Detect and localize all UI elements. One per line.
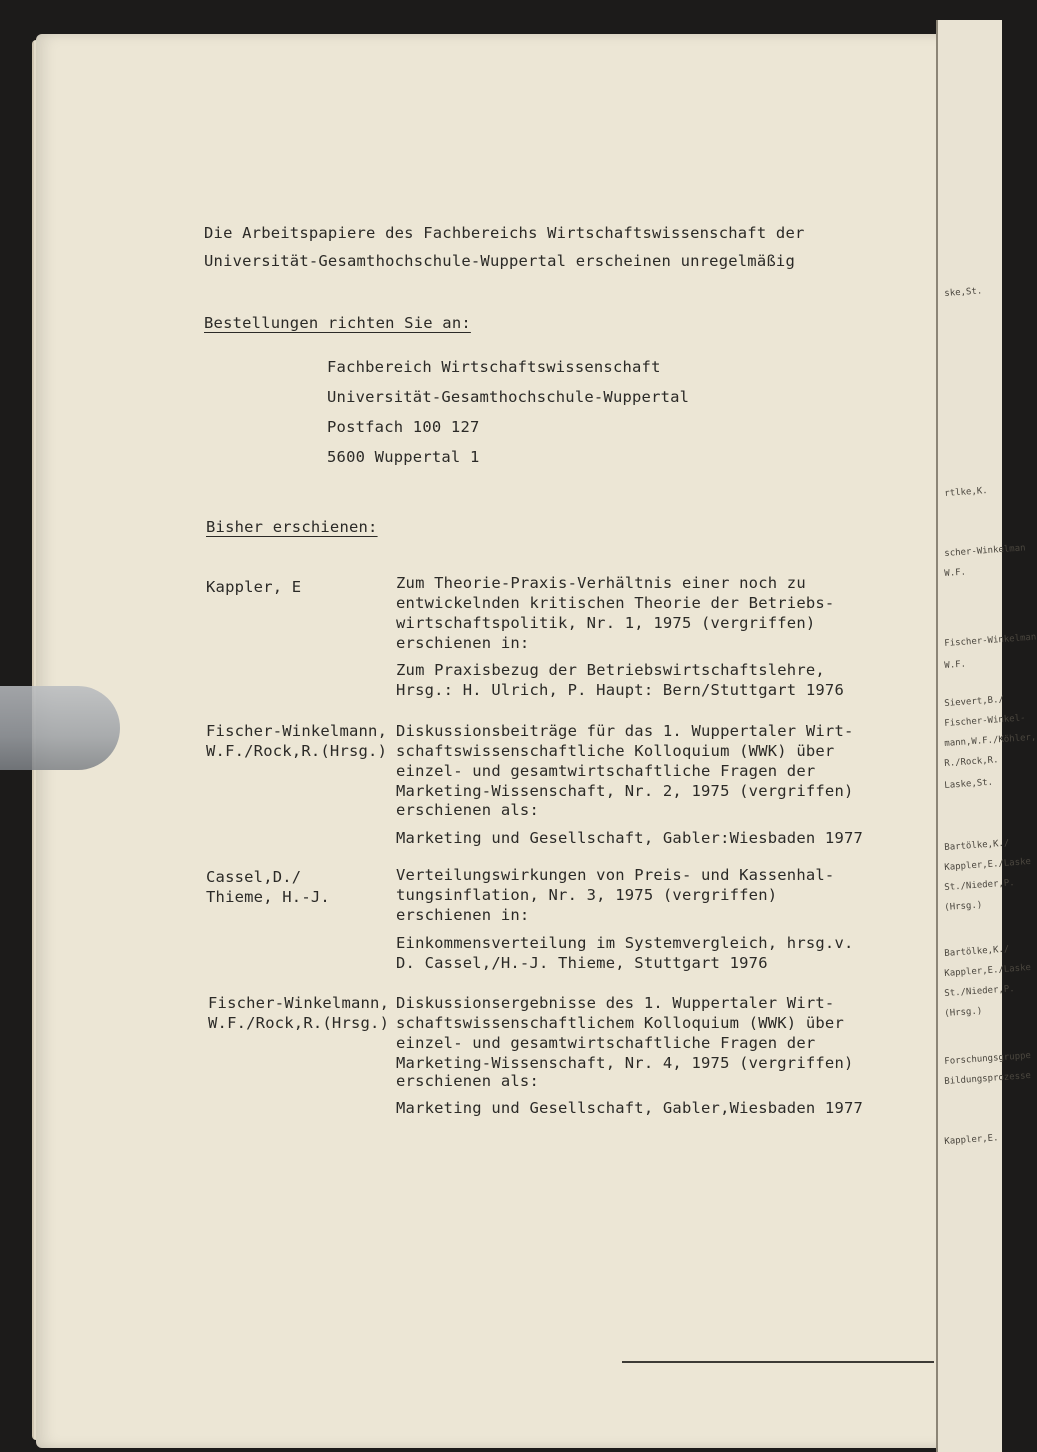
entry-note-line: D. Cassel,/H.-J. Thieme, Stuttgart 1976 [396, 954, 768, 972]
entry-note-line: Einkommensverteilung im Systemvergleich, hrsg.v. [396, 934, 854, 952]
entry-author: W.F./Rock,R.(Hrsg.) [206, 742, 388, 760]
entry-author: Thieme, H.-J. [206, 888, 330, 906]
intro-line: Die Arbeitspapiere des Fachbereichs Wirtschaftswissenschaft der [204, 224, 805, 242]
margin-note: W.F. [944, 567, 967, 579]
margin-note: Bildungsprozesse [944, 1070, 1032, 1087]
entry-title-line: schaftswissenschaftliche Kolloquium (WWK) über [396, 742, 835, 760]
margin-note: Kappler,E./Laske [944, 962, 1032, 979]
margin-note: Laske,St. [944, 777, 994, 791]
entry-title-line: Verteilungswirkungen von Preis- und Kassenhal- [396, 866, 835, 884]
margin-note: Bartölke,K./ [944, 944, 1010, 959]
intro-line: Universität-Gesamthochschule-Wuppertal erscheinen unregelmäßig [204, 252, 795, 270]
margin-note: Forschungsgruppe [944, 1050, 1032, 1067]
entry-title-line: Marketing-Wissenschaft, Nr. 4, 1975 (vergriffen) [396, 1054, 854, 1072]
address-line: 5600 Wuppertal 1 [327, 448, 480, 466]
entry-note-line: Marketing und Gesellschaft, Gabler:Wiesbaden 1977 [396, 829, 864, 847]
entry-title-line: Diskussionsergebnisse des 1. Wuppertaler Wirt- [396, 994, 835, 1012]
entry-note-line: Hrsg.: H. Ulrich, P. Haupt: Bern/Stuttgart 1976 [396, 681, 844, 699]
entry-title-line: erschienen als: [396, 1072, 539, 1090]
margin-note: (Hrsg.) [944, 1006, 983, 1019]
entry-title-line: Zum Theorie-Praxis-Verhältnis einer noch zu [396, 574, 806, 592]
bottom-rule [622, 1361, 934, 1363]
margin-note: Fischer-Winkel- [944, 713, 1026, 729]
entry-title-line: einzel- und gesamtwirtschaftliche Fragen der [396, 1034, 816, 1052]
adjacent-page [936, 20, 1037, 1452]
margin-note: Fischer-Winkelman [944, 632, 1037, 649]
margin-note: Kappler,E. [944, 1133, 999, 1147]
entry-note-line: Marketing und Gesellschaft, Gabler,Wiesbaden 1977 [396, 1099, 864, 1117]
entry-author: Fischer-Winkelmann, [206, 722, 388, 740]
margin-note: St./Nieder,P. [944, 984, 1016, 999]
margin-note: Sievert,B./ [944, 694, 1005, 709]
margin-note: R./Rock,R. [944, 755, 999, 769]
entry-author: Kappler, E [206, 578, 302, 596]
margin-note: mann,W.F./Köhler, [944, 732, 1037, 749]
margin-note: rtlke,K. [944, 485, 989, 499]
entry-author: Cassel,D./ [206, 868, 302, 886]
margin-note: scher-Winkelman [944, 543, 1026, 559]
entry-title-line: entwickelnden kritischen Theorie der Betriebs- [396, 594, 835, 612]
document-page [36, 34, 948, 1448]
margin-note: ske,St. [944, 286, 983, 299]
binder-clip [0, 686, 120, 770]
entry-title-line: erschienen in: [396, 634, 530, 652]
entry-title-line: Diskussionsbeiträge für das 1. Wuppertaler Wirt- [396, 722, 854, 740]
margin-note: Kappler,E./Laske [944, 856, 1032, 873]
entry-title-line: wirtschaftspolitik, Nr. 1, 1975 (vergriffen) [396, 614, 816, 632]
entry-title-line: tungsinflation, Nr. 3, 1975 (vergriffen) [396, 886, 778, 904]
address-line: Fachbereich Wirtschaftswissenschaft [327, 358, 661, 376]
address-line: Postfach 100 127 [327, 418, 480, 436]
margin-note: (Hrsg.) [944, 900, 983, 913]
margin-note: Bartölke,K./ [944, 838, 1010, 853]
address-line: Universität-Gesamthochschule-Wuppertal [327, 388, 690, 406]
entry-author: W.F./Rock,R.(Hrsg.) [208, 1014, 390, 1032]
entry-author: Fischer-Winkelmann, [208, 994, 390, 1012]
published-heading: Bisher erschienen: [206, 518, 378, 536]
entry-title-line: schaftswissenschaftlichem Kolloquium (WWK) über [396, 1014, 844, 1032]
entry-title-line: erschienen als: [396, 801, 539, 819]
entry-title-line: einzel- und gesamtwirtschaftliche Fragen der [396, 762, 816, 780]
entry-title-line: erschienen in: [396, 906, 530, 924]
entry-title-line: Marketing-Wissenschaft, Nr. 2, 1975 (vergriffen) [396, 782, 854, 800]
margin-note: W.F. [944, 659, 967, 671]
order-heading: Bestellungen richten Sie an: [204, 314, 471, 332]
margin-note: St./Nieder,P. [944, 878, 1016, 893]
entry-note-line: Zum Praxisbezug der Betriebswirtschaftslehre, [396, 661, 825, 679]
